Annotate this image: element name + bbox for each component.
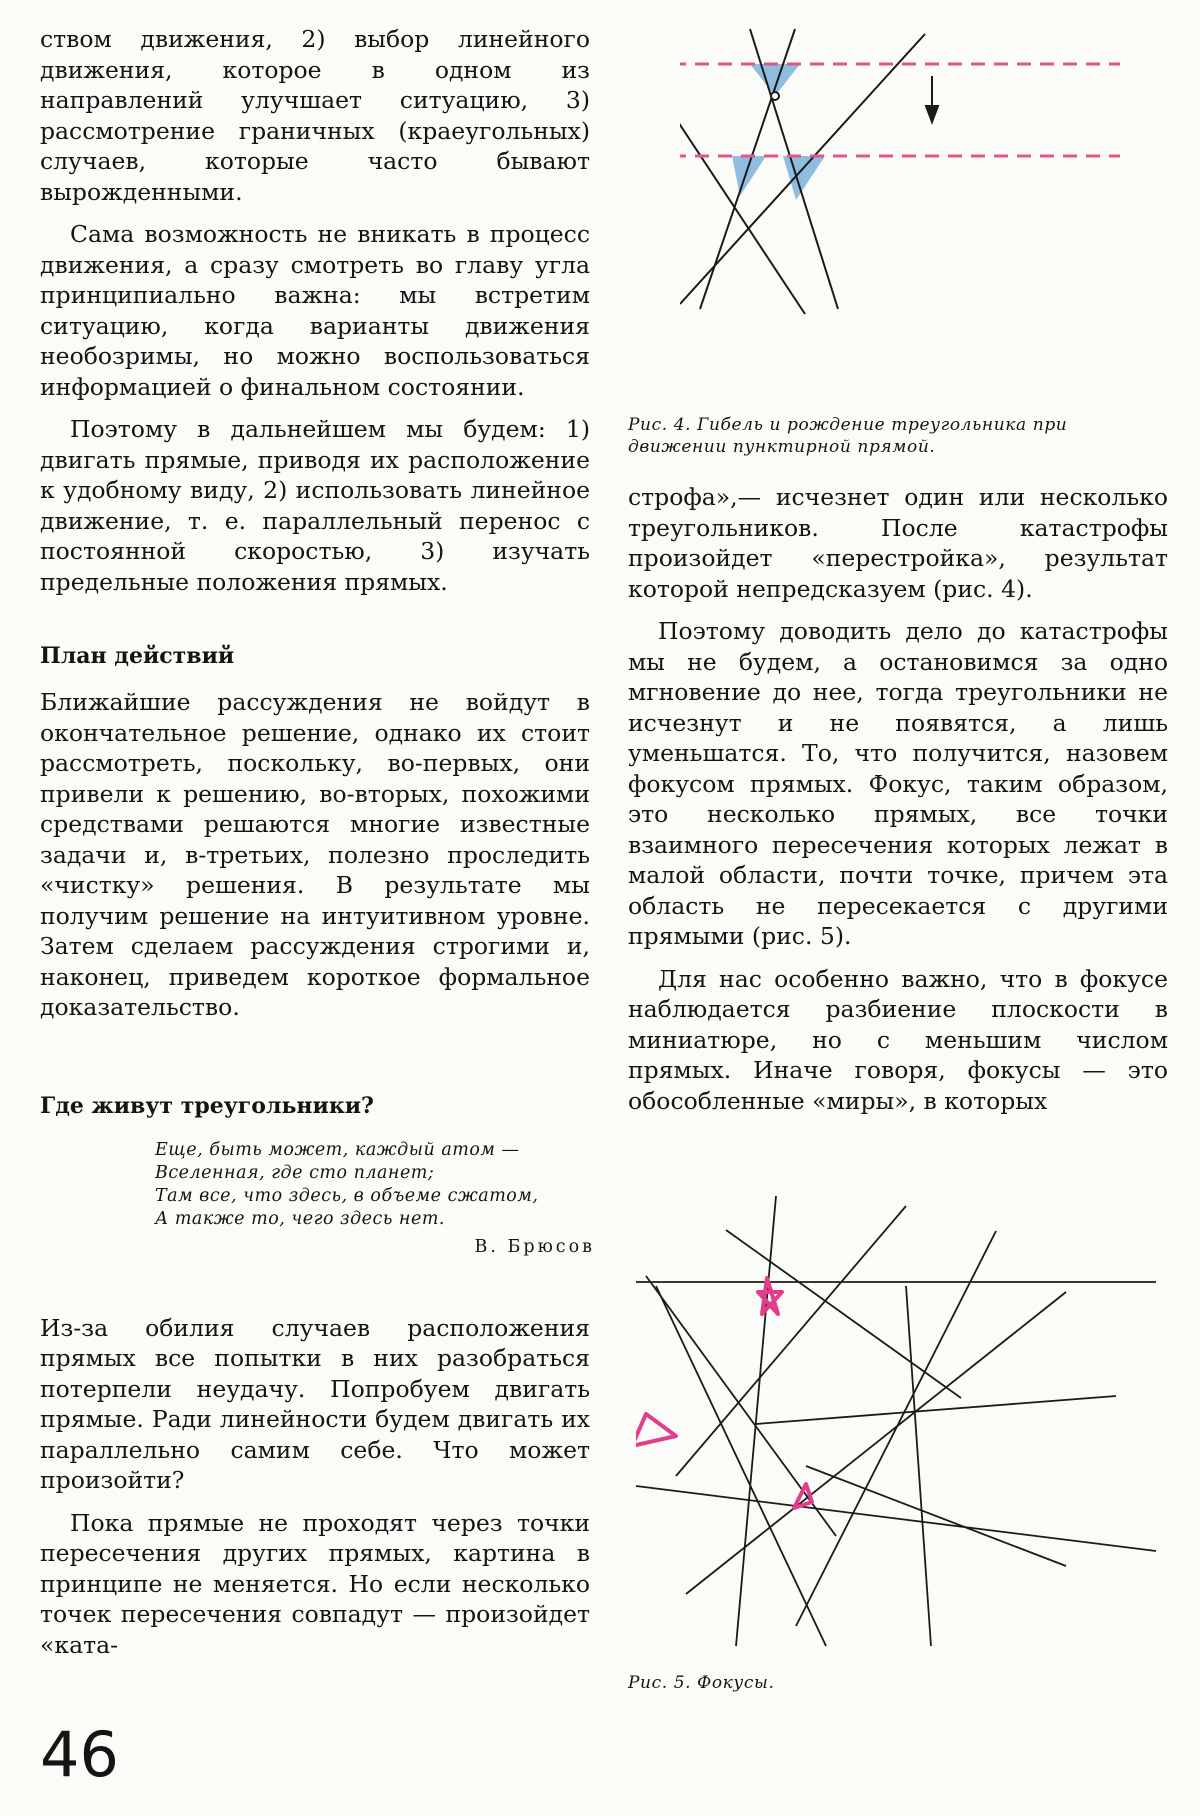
paragraph: Из-за обилия случаев расположения прямых все попытки в них разобраться потерпели неудачу. Попробуем двигать прямые. Ради линейности будем двигать их параллельно самим себе. Что может произойти? — [40, 1313, 590, 1494]
epigraph — [155, 1139, 595, 1257]
focus-line — [676, 1206, 906, 1476]
paragraph: Ближайшие рассуждения не войдут в окончательное решение, однако их стоит рассмотреть, поскольку, во-первых, они привели к решению, во-вторых, похожими средствами решаются многие известные задачи и, в-третьих, полезно проследить «чистку» решения. В результате мы получим решение на интуитивном уровне. Затем сделаем рассуждения строгими и, наконец, приведем короткое формальное доказательство. — [40, 688, 590, 1021]
epigraph-author: В. Брюсов — [474, 1236, 595, 1257]
focus-line — [806, 1466, 1066, 1566]
focus-triangle-right — [794, 1484, 812, 1508]
paragraph: Сама возможность не вникать в процесс движения, а сразу смотреть во главу угла принципиально важна: мы встретим ситуацию, когда варианты движения необозримы, но можно воспользоваться информацией о финальном состоянии. — [40, 220, 590, 401]
focus-line — [646, 1276, 836, 1536]
focus-triangle-left — [636, 1414, 676, 1446]
figure-5-caption: Рис. 5. Фокусы. — [628, 1673, 775, 1693]
focus-line — [636, 1486, 1156, 1551]
epigraph-line: Еще, быть может, каждый атом — — [155, 1139, 520, 1160]
left-column — [40, 24, 595, 1672]
focus-star — [758, 1278, 782, 1314]
line-d — [700, 29, 795, 309]
paragraph: Поэтому доводить дело до катастрофы мы не будем, а остановимся за одно мгновение до нее, тогда треугольники не исчезнут и не появятся, а лишь уменьшатся. То, что получится, назовем фокусом прямых. Фокус, таким образом, это несколько прямых, все точки взаимного пересечения которых лежат в малой области, почти точке, причем эта область не пересекается с другими прямыми (рис. 5). — [628, 617, 1168, 950]
right-column — [628, 482, 1168, 1128]
focus-line — [796, 1231, 996, 1626]
figure-4-triangle-birth-death — [680, 24, 1120, 364]
epigraph-line: Вселенная, где сто планет; — [155, 1162, 435, 1183]
paragraph: Пока прямые не проходят через точки пересечения других прямых, картина в принципе не меняется. Но если несколько точек пересечения совпадут — произойдет «ката- — [40, 1508, 590, 1659]
figure-4-caption: Рис. 4. Гибель и рождение треугольника при движении пунктирной прямой. — [628, 415, 1068, 457]
page-number: 46 — [40, 1718, 119, 1791]
focus-line — [756, 1396, 1116, 1424]
epigraph-line: А также то, чего здесь нет. — [155, 1208, 445, 1229]
focus-line — [906, 1286, 931, 1646]
epigraph-line: Там все, что здесь, в объеме сжатом, — [155, 1185, 539, 1206]
intersection-point — [771, 92, 779, 100]
line-b — [680, 34, 925, 304]
figure-5-foci — [636, 1186, 1176, 1656]
arrow-down-right-head — [926, 106, 938, 122]
paragraph: Поэтому в дальнейшем мы будем: 1) двигать прямые, приводя их расположение к удобному виду, 2) использовать линейное движение, т. е. параллельный перенос с постоянной скоростью, 3) изучать предельные положения прямых. — [40, 415, 590, 596]
focus-line — [736, 1196, 776, 1646]
paragraph: ством движения, 2) выбор линейного движения, которое в одном из направлений улучшает ситуацию, 3) рассмотрение граничных (краеугольных) случаев, которые часто бывают вырожденными. — [40, 25, 590, 206]
section-heading-where: Где живут треугольники? — [40, 1092, 374, 1119]
section-heading-plan: План действий — [40, 643, 235, 669]
paragraph: Для нас особенно важно, что в фокусе наблюдается разбиение плоскости в миниатюре, но с меньшим числом прямых. Иначе говоря, фокусы — это обособленные «миры», в которых — [628, 964, 1168, 1115]
shaded-triangle-right — [783, 156, 825, 200]
paragraph: строфа»,— исчезнет один или несколько треугольников. После катастрофы произойдет «перестройка», результат которой непредсказуем (рис. 4). — [628, 483, 1168, 603]
